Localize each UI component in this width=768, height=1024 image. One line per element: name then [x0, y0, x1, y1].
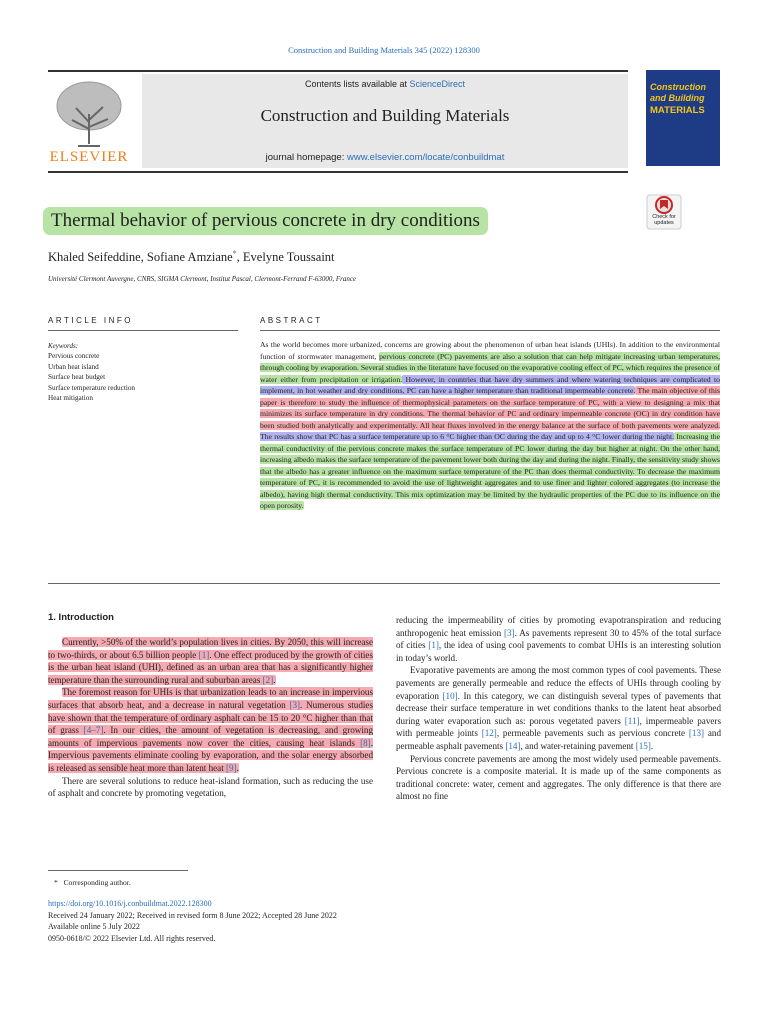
- abstract-sentence: As the world becomes more urbanized, concerns are growing about the phenomenon of urban heat islands (UHIs). In addition to the environmental function of stormwater management,: [260, 340, 720, 361]
- journal-cover-image: [646, 70, 720, 166]
- intro-text: .: [273, 674, 276, 685]
- citation-link[interactable]: [8]: [360, 737, 371, 748]
- intro-text: and permeable asphalt pavements: [396, 728, 721, 751]
- intro-paragraph-2: [48, 686, 373, 774]
- abstract-highlight-blue-2: The results show that PC has a surface temperature up to 6 °C higher than OC during the day and up to 4 °C lower during the night.: [260, 432, 675, 441]
- journal-name: Construction and Building Materials: [260, 106, 510, 125]
- cover-title-line-2: and Building: [650, 93, 705, 103]
- abstract-rule: [260, 330, 720, 331]
- header-rule-bottom: [48, 171, 628, 173]
- citation-link[interactable]: [15]: [635, 740, 651, 751]
- intro-text: , permeable pavements such as pervious concrete: [496, 728, 689, 739]
- available-online: Available online 5 July 2022: [48, 922, 140, 932]
- homepage-link[interactable]: www.elsevier.com/locate/conbuildmat: [346, 152, 505, 163]
- abstract-text: [260, 339, 720, 512]
- intro-text: , impermeable pavers with permeable joints: [396, 715, 721, 739]
- article-info-rule: [48, 330, 238, 331]
- contents-line: [142, 79, 628, 89]
- citation-link[interactable]: [3]: [504, 627, 515, 638]
- intro-text: . One effect produced by the growth of cities is the urban heat island (UHI), defined as an urban area that has a significantly higher temperature than the surrounding rural and suburban areas: [48, 649, 373, 685]
- abstract-heading: ABSTRACT: [260, 316, 323, 325]
- citation-link[interactable]: [3]: [289, 699, 301, 710]
- intro-text: .: [650, 740, 654, 751]
- intro-paragraph-5: [396, 664, 721, 752]
- citation-link[interactable]: [11]: [624, 715, 640, 726]
- keywords-list: [48, 351, 135, 404]
- keyword-item: Urban heat island: [48, 362, 99, 371]
- intro-text: . Impervious pavements eliminate cooling by evaporation, and the solar energy absorbed is released as sensible heat more than latent heat: [48, 737, 373, 773]
- affiliation: Université Clermont Auvergne, CNRS, SIGMA Clermont, Institut Pascal, Clermont-Ferrand F-63000, France: [48, 275, 357, 283]
- keyword-item: Pervious concrete: [48, 352, 100, 360]
- abstract-highlight-green-2: Increasing the thermal conductivity of the pervious concrete makes the surface temperature of PC lower during the day but higher at night. On the other hand, increasing albedo makes the surface temperature of the pavement lower both during the day and during the night. Finally, the sensitivity study shows that the albedo has a greater influence on the maximum surface temperature of the PC than does thermal conductivity. To decrease the maximum temperature of PC, it is recommended to avoid the use of lightweight aggregates and to use finer and lighter colored aggregates (to increase the albedo), having high thermal conductivity. This mix optimization may be limited by the hydraulic properties of the PC due to its influence on the open porosity.: [260, 432, 720, 510]
- citation-link[interactable]: [12]: [481, 728, 497, 739]
- intro-text: . Numerous studies have shown that the temperature of ordinary asphalt can be 15 to 20 °C higher than that of grass: [48, 699, 374, 736]
- citation-link[interactable]: [14]: [505, 740, 521, 751]
- keywords-label: Keywords:: [48, 342, 79, 350]
- citation-link[interactable]: [10]: [442, 690, 458, 701]
- cover-title-line-1: Construction: [650, 82, 706, 92]
- journal-reference[interactable]: Construction and Building Materials 345 (2022) 128300: [288, 45, 480, 55]
- footnote-text: Corresponding author.: [63, 878, 131, 887]
- received-dates: Received 24 January 2022; Received in revised form 8 June 2022; Accepted 28 June 2022: [48, 910, 337, 920]
- keyword-item: Surface heat budget: [48, 373, 106, 382]
- contents-prefix: Contents lists available at: [304, 79, 410, 89]
- abstract-bottom-rule: [48, 583, 720, 584]
- authors: [48, 249, 335, 265]
- keyword-item: Surface temperature reduction: [48, 383, 136, 392]
- citation-link[interactable]: [1]: [428, 640, 439, 651]
- citation-link[interactable]: [9]: [226, 762, 237, 773]
- article-info-heading: ARTICLE INFO: [48, 316, 133, 325]
- homepage-line: [142, 152, 628, 163]
- intro-text: reducing the impermeability of cities by promoting evapotranspiration and reducing anthropogenic heat emission: [396, 615, 721, 638]
- citation-link[interactable]: [13]: [688, 728, 705, 739]
- body-column-left: [48, 636, 373, 800]
- intro-text: .: [236, 762, 239, 773]
- footnote-mark: *: [54, 878, 58, 887]
- intro-text: . As pavements represent 30 to 45% of the total surface of cities: [396, 627, 721, 651]
- body-column-right: [396, 614, 721, 803]
- header-rule-top: [48, 70, 628, 72]
- article-title: Thermal behavior of pervious concrete in dry conditions: [43, 207, 488, 235]
- keyword-item: Heat mitigation: [48, 394, 93, 403]
- corresponding-footnote: [48, 878, 131, 887]
- intro-text: , the idea of using cool pavements to combat UHIs is an interesting solution in today’s world.: [396, 640, 721, 663]
- sciencedirect-link[interactable]: ScienceDirect: [409, 79, 466, 89]
- intro-paragraph-6: Pervious concrete pavements are among the most widely used permeable pavements. Pervious concrete is a composite material. It is made up of the same components as traditional concrete: water, cement and aggregates. The only difference is that there are almost no fine: [396, 753, 721, 802]
- intro-text: Evaporative pavements are among the most common types of cool pavements. These pavements are generally permeable and reduce the effects of UHIs through cooling by evaporation: [396, 665, 721, 701]
- footnote-rule: [48, 870, 188, 871]
- homepage-prefix: journal homepage:: [265, 152, 347, 163]
- copyright: 0950-0618/© 2022 Elsevier Ltd. All rights reserved.: [48, 934, 216, 944]
- intro-text: . In our cities, the amount of vegetation is decreasing, and growing amounts of impervious pavements now cover the cities, causing heat islands: [48, 725, 373, 748]
- citation-link[interactable]: [4–7]: [83, 725, 104, 736]
- intro-text: The foremost reason for UHIs is that urbanization leads to an increase in impervious surfaces that absorb heat, and a decrease in natural vegetation: [48, 687, 373, 710]
- authors-part-2: , Evelyne Toussaint: [236, 250, 335, 265]
- cover-title-line-3: MATERIALS: [650, 105, 705, 116]
- intro-text: , and water-retaining pavement: [520, 740, 636, 751]
- abstract-highlight-green: pervious concrete (PC) pavements are also a solution that can help mitigate increasing urban temperatures, through cooling by evaporation. Several studies in the literature have focused on the evaporative cooling effect of PC, which requires the presence of water either from precipitation or irrigation.: [260, 351, 720, 384]
- intro-paragraph-4: [396, 614, 721, 664]
- abstract-highlight-blue: However, in countries that have dry summers and where watering techniques are complicated to implement, in hot weather and dry conditions, PC can have a higher temperature than traditional impermeable concrete.: [260, 374, 720, 395]
- intro-text: Currently, >50% of the world’s population lives in cities. By 2050, this will increase to two-thirds, or about 6.5 billion people: [48, 637, 373, 660]
- intro-paragraph-3: There are several solutions to reduce heat-island formation, such as reducing the use of asphalt and concrete by promoting vegetation,: [48, 775, 373, 799]
- citation-link[interactable]: [1]: [198, 649, 210, 660]
- intro-paragraph-1: [48, 636, 373, 686]
- article-footer-info: [48, 898, 337, 945]
- authors-part-1: Khaled Seifeddine, Sofiane Amziane: [48, 250, 233, 265]
- check-for-updates-label[interactable]: Check for updates: [652, 214, 676, 226]
- publisher-name: ELSEVIER: [49, 149, 129, 165]
- section-heading-introduction: 1. Introduction: [48, 612, 114, 623]
- abstract-highlight-red: The main objective of this paper is therefore to study the influence of thermophysical parameters on the surface temperature of PC, with a view to designing a mix that minimizes its surface temperature in dry conditions. The thermal behavior of PC and ordinary impermeable concrete (OC) in dry condition have been studied both analytically and experimentally. All heat fluxes involved in the energy balance at the surface of both pavements were analyzed.: [260, 386, 721, 430]
- citation-link[interactable]: [2]: [262, 674, 274, 685]
- intro-text: . In this category, we can distinguish several types of pavements that decrease their surface temperature in wet conditions thanks to the latent heat absorbed during water evaporation such as: porous vegetated pavers: [396, 690, 722, 726]
- corresponding-author-mark[interactable]: *: [232, 249, 237, 258]
- doi-link[interactable]: https://doi.org/10.1016/j.conbuildmat.2022.128300: [48, 899, 212, 908]
